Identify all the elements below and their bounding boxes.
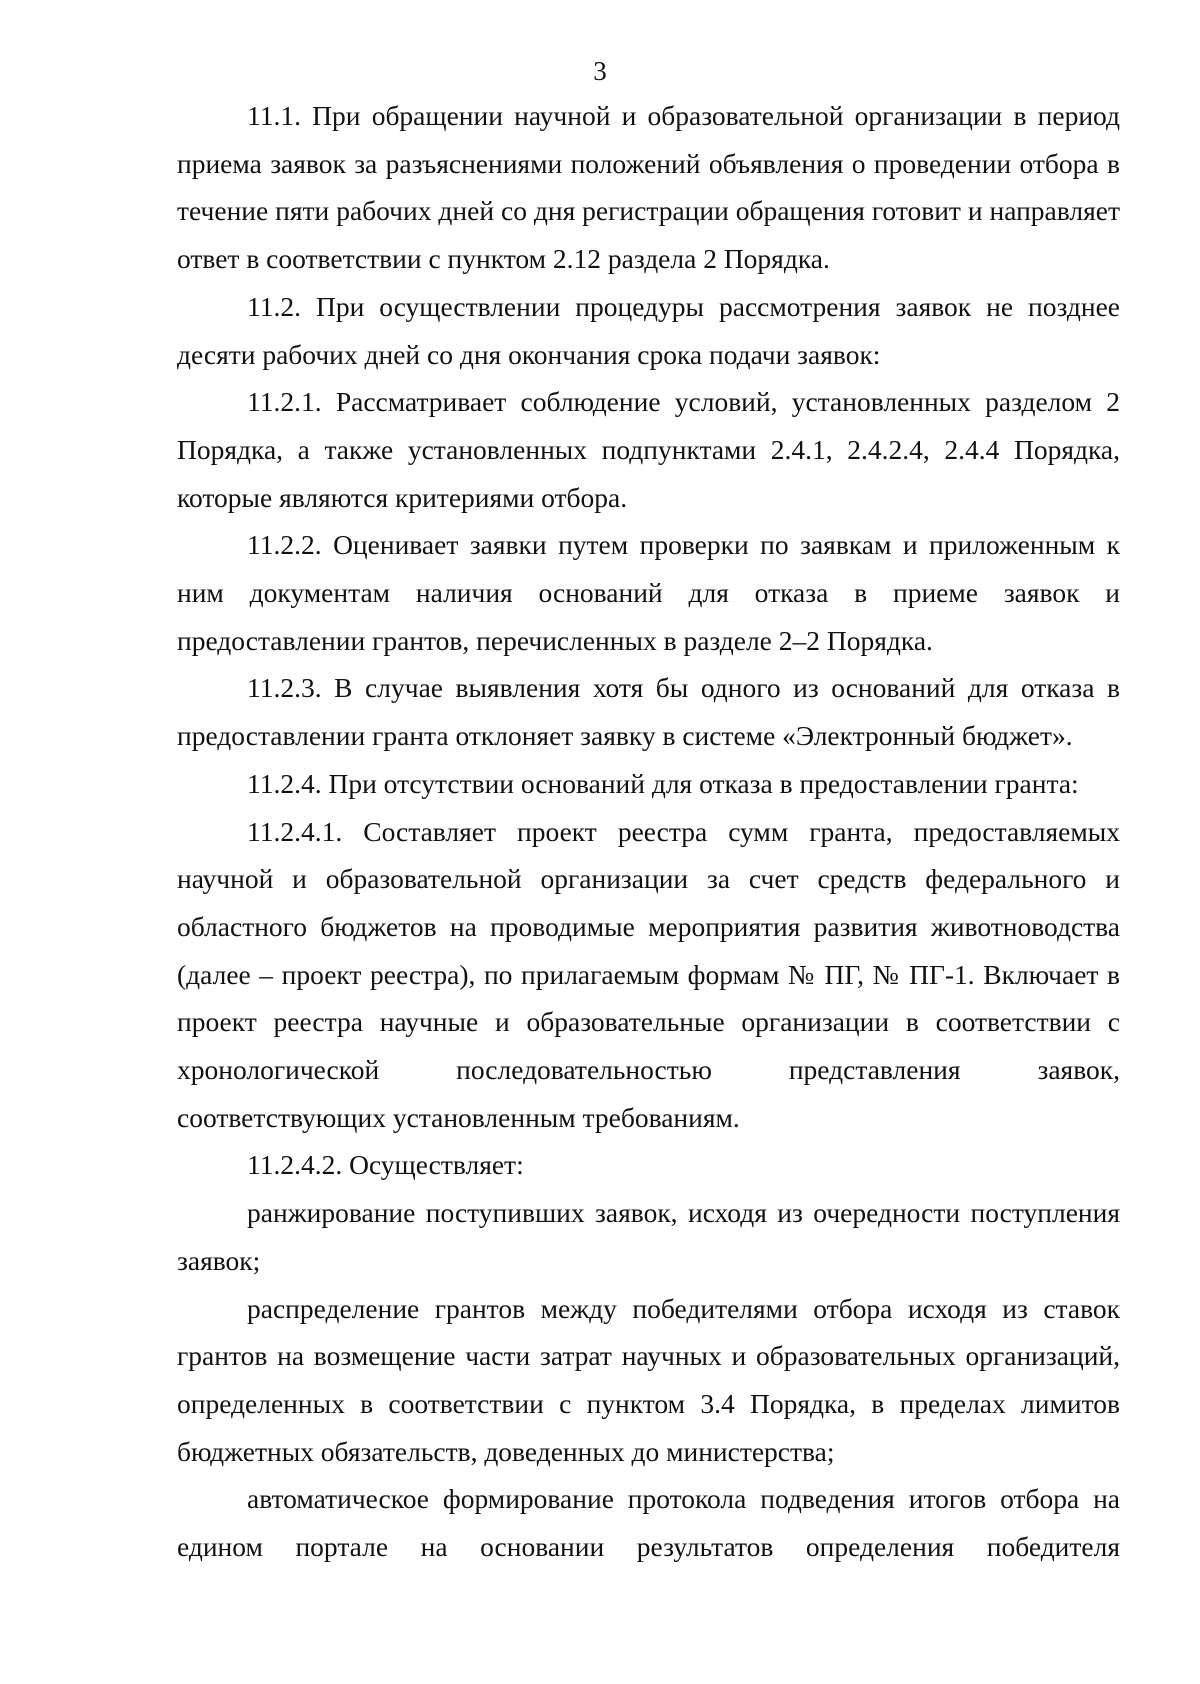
paragraph-11-1: 11.1. При обращении научной и образовательной организации в период приема заявок за разъяснениями положений объявления о проведении отбора в течение пяти рабочих дней со дня регистрации обращения готовит и направляет ответ в соответствии с пунктом 2.12 раздела 2 Порядка. [177, 100, 1120, 275]
paragraph-11-2-3: 11.2.3. В случае выявления хотя бы одного из оснований для отказа в предоставлении гранта отклоняет заявку в системе «Электронный бюджет». [177, 672, 1120, 752]
paragraph-11-2-4-1: 11.2.4.1. Составляет проект реестра сумм гранта, предоставляемых научной и образовательной организации за счет средств федерального и областного бюджетов на проводимые мероприятия развития животноводства (далее – проект реестра), по прилагаемым формам № ПГ, № ПГ-1. Включает в проект реестра научные и образовательные организации в соответствии с хронологической последовательностью представления заявок, соответствующих установленным требованиям. [177, 815, 1120, 1133]
paragraph-protocol: автоматическое формирование протокола подведения итогов отбора на едином портале на основании результатов определения победителя [177, 1483, 1120, 1563]
page-number: 3 [593, 56, 607, 86]
paragraph-distribution: распределение грантов между победителями отбора исходя из ставок грантов на возмещение части затрат научных и образовательных организаций, определенных в соответствии с пунктом 3.4 Порядка, в пределах лимитов бюджетных обязательств, доведенных до министерства; [177, 1292, 1120, 1467]
paragraph-11-2-4: 11.2.4. При отсутствии оснований для отказа в предоставлении гранта: [247, 767, 1079, 799]
paragraph-ranking: ранжирование поступивших заявок, исходя из очередности поступления заявок; [177, 1197, 1120, 1276]
paragraph-11-2-2: 11.2.2. Оценивает заявки путем проверки по заявкам и приложенным к ним документам наличия оснований для отказа в приеме заявок и предоставлении грантов, перечисленных в разделе 2–2 Порядка. [177, 529, 1120, 656]
paragraph-11-2-4-2: 11.2.4.2. Осуществляет: [247, 1149, 524, 1181]
paragraph-11-2-1: 11.2.1. Рассматривает соблюдение условий, установленных разделом 2 Порядка, а также установленных подпунктами 2.4.1, 2.4.2.4, 2.4.4 Порядка, которые являются критериями отбора. [177, 386, 1120, 513]
document-body [177, 92, 1120, 1571]
paragraph-11-2: 11.2. При осуществлении процедуры рассмотрения заявок не позднее десяти рабочих дней со дня окончания срока подачи заявок: [177, 290, 1120, 370]
